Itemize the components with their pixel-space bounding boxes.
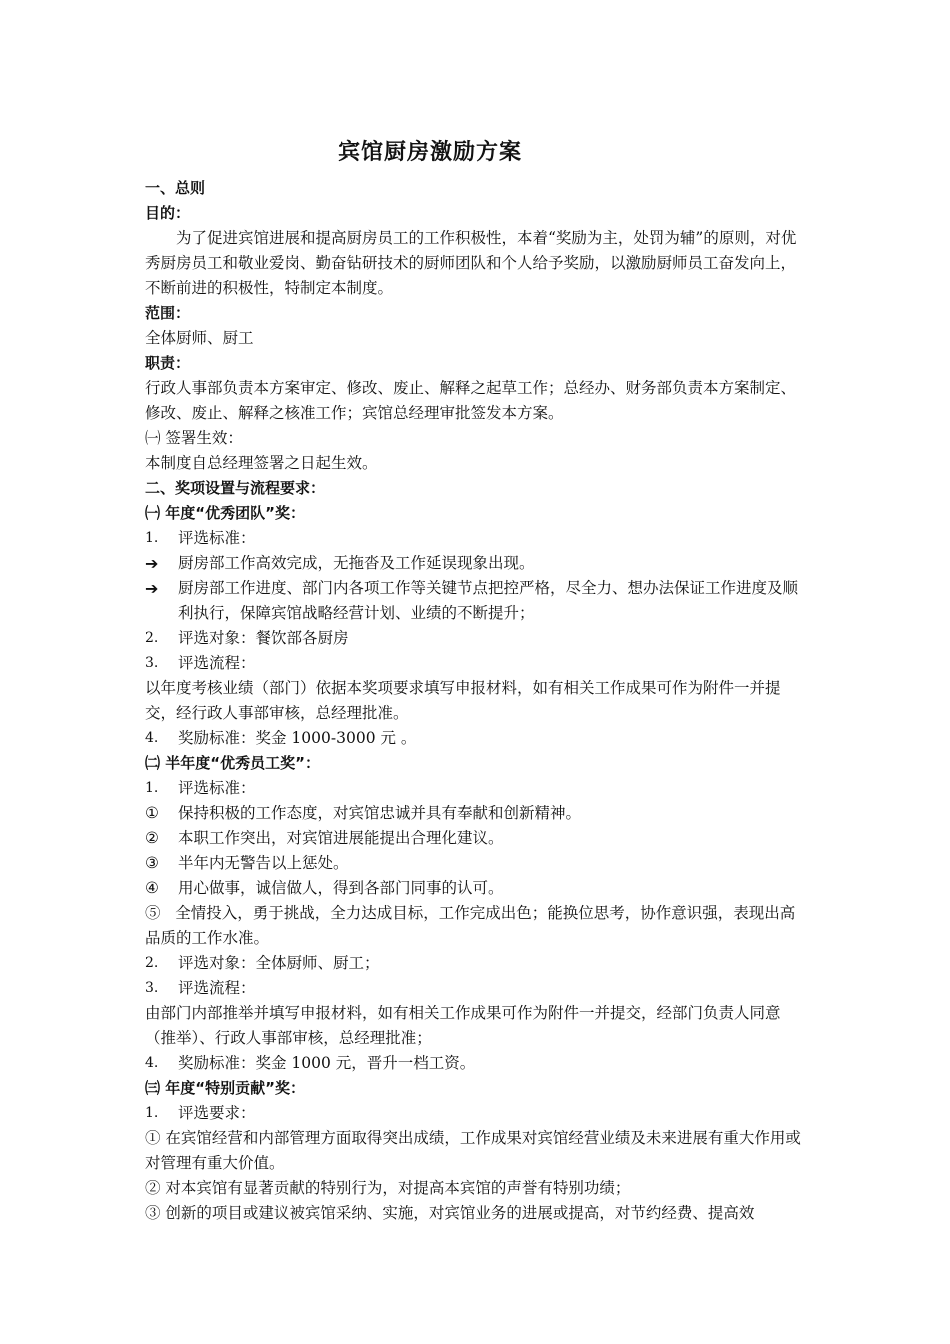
flow-text: 以年度考核业绩（部门）依据本奖项要求填写申报材料，如有相关工作成果可作为附件一并提交，经行政人事部审核，总经理批准。 bbox=[145, 679, 781, 722]
list-item bbox=[145, 1051, 810, 1076]
sign-text: 本制度自总经理签署之日起生效。 bbox=[145, 454, 378, 472]
scope-text: 全体厨师、厨工 bbox=[145, 329, 254, 347]
list-item bbox=[145, 951, 810, 976]
list-text: 厨房部工作进度、部门内各项工作等关键节点把控严格，尽全力、想办法保证工作进度及顺利执行，保障宾馆战略经营计划、业绩的不断提升； bbox=[178, 579, 799, 622]
award-employee-heading: ㈡ 半年度“优秀员工奖”： bbox=[145, 754, 320, 772]
list-item bbox=[145, 651, 810, 676]
circled-number: ⑤ bbox=[145, 904, 161, 922]
list-item bbox=[145, 776, 810, 801]
list-text: 奖励标准：奖金 1000 元，晋升一档工资。 bbox=[178, 1054, 476, 1072]
section-heading-general: 一、总则 bbox=[145, 179, 206, 197]
list-text: 本职工作突出，对宾馆进展能提出合理化建议。 bbox=[178, 829, 504, 847]
list-text: 全情投入，勇于挑战，全力达成目标，工作完成出色；能换位思考，协作意识强，表现出高品质的工作水准。 bbox=[145, 904, 796, 947]
list-item bbox=[145, 826, 810, 851]
scope-label: 范围： bbox=[145, 304, 191, 322]
list-number: 2. bbox=[145, 630, 159, 646]
list-item bbox=[145, 801, 810, 826]
list-number: 1. bbox=[145, 530, 159, 546]
list-text: 评选对象：餐饮部各厨房 bbox=[178, 629, 349, 647]
list-text: 评选标准： bbox=[178, 529, 256, 547]
list-text: 评选标准： bbox=[178, 779, 256, 797]
list-number: 4. bbox=[145, 1055, 159, 1071]
list-number: 3. bbox=[145, 980, 159, 996]
duty-label: 职责： bbox=[145, 354, 191, 372]
list-text: 奖励标准：奖金 1000-3000 元 。 bbox=[178, 729, 417, 747]
purpose-text: 为了促进宾馆进展和提高厨房员工的工作积极性，本着“奖励为主，处罚为辅”的原则，对优秀厨房员工和敬业爱岗、勤奋钻研技术的厨师团队和个人给予奖励，以激励厨师员工奋发向上，不断前进的积极性，特制定本制度。 bbox=[145, 229, 797, 297]
list-text: 评选对象：全体厨师、厨工； bbox=[178, 954, 380, 972]
list-text: 评选流程： bbox=[178, 979, 256, 997]
sign-label: ㈠ 签署生效： bbox=[145, 429, 243, 447]
list-text: 厨房部工作高效完成，无拖沓及工作延误现象出现。 bbox=[178, 554, 535, 572]
circled-number: ④ bbox=[145, 879, 159, 897]
circled-number: ③ bbox=[145, 854, 159, 872]
list-number: 2. bbox=[145, 955, 159, 971]
award-contribution-heading: ㈢ 年度“特别贡献”奖： bbox=[145, 1079, 305, 1097]
list-text: 评选流程： bbox=[178, 654, 256, 672]
list-number: 1. bbox=[145, 780, 159, 796]
requirement-item: ③ 创新的项目或建议被宾馆采纳、实施，对宾馆业务的进展或提高，对节约经费、提高效 bbox=[145, 1204, 755, 1222]
list-text: 用心做事，诚信做人，得到各部门同事的认可。 bbox=[178, 879, 504, 897]
circled-number: ① bbox=[145, 804, 159, 822]
arrow-bullet-icon: ➔ bbox=[145, 554, 159, 573]
list-number: 4. bbox=[145, 730, 159, 746]
award-team-heading: ㈠ 年度“优秀团队”奖： bbox=[145, 504, 305, 522]
list-item bbox=[145, 526, 810, 551]
list-text: 评选要求： bbox=[178, 1104, 256, 1122]
list-text: 半年内无警告以上惩处。 bbox=[178, 854, 349, 872]
circled-number: ② bbox=[145, 829, 159, 847]
arrow-bullet-icon: ➔ bbox=[145, 579, 159, 598]
list-item bbox=[145, 901, 810, 951]
list-item bbox=[145, 976, 810, 1001]
list-item bbox=[145, 576, 810, 626]
purpose-label: 目的： bbox=[145, 204, 191, 222]
requirement-item: ② 对本宾馆有显著贡献的特别行为，对提高本宾馆的声誉有特别功绩； bbox=[145, 1179, 631, 1197]
list-item bbox=[145, 551, 810, 576]
section-heading-awards: 二、奖项设置与流程要求： bbox=[145, 479, 326, 497]
requirement-item: ① 在宾馆经营和内部管理方面取得突出成绩，工作成果对宾馆经营业绩及未来进展有重大作用或对管理有重大价值。 bbox=[145, 1129, 801, 1172]
list-item bbox=[145, 626, 810, 651]
list-item bbox=[145, 726, 810, 751]
list-item bbox=[145, 1101, 810, 1126]
list-item bbox=[145, 851, 810, 876]
list-number: 3. bbox=[145, 655, 159, 671]
duty-text: 行政人事部负责本方案审定、修改、废止、解释之起草工作；总经办、财务部负责本方案制定、修改、废止、解释之核准工作；宾馆总经理审批签发本方案。 bbox=[145, 379, 797, 422]
list-text: 保持积极的工作态度，对宾馆忠诚并具有奉献和创新精神。 bbox=[178, 804, 582, 822]
list-number: 1. bbox=[145, 1105, 159, 1121]
document-body bbox=[145, 176, 810, 1226]
list-item bbox=[145, 876, 810, 901]
document-title: 宾馆厨房激励方案 bbox=[337, 140, 522, 165]
flow-text: 由部门内部推举并填写申报材料，如有相关工作成果可作为附件一并提交，经部门负责人同意（推举）、行政人事部审核，总经理批准； bbox=[145, 1004, 781, 1047]
